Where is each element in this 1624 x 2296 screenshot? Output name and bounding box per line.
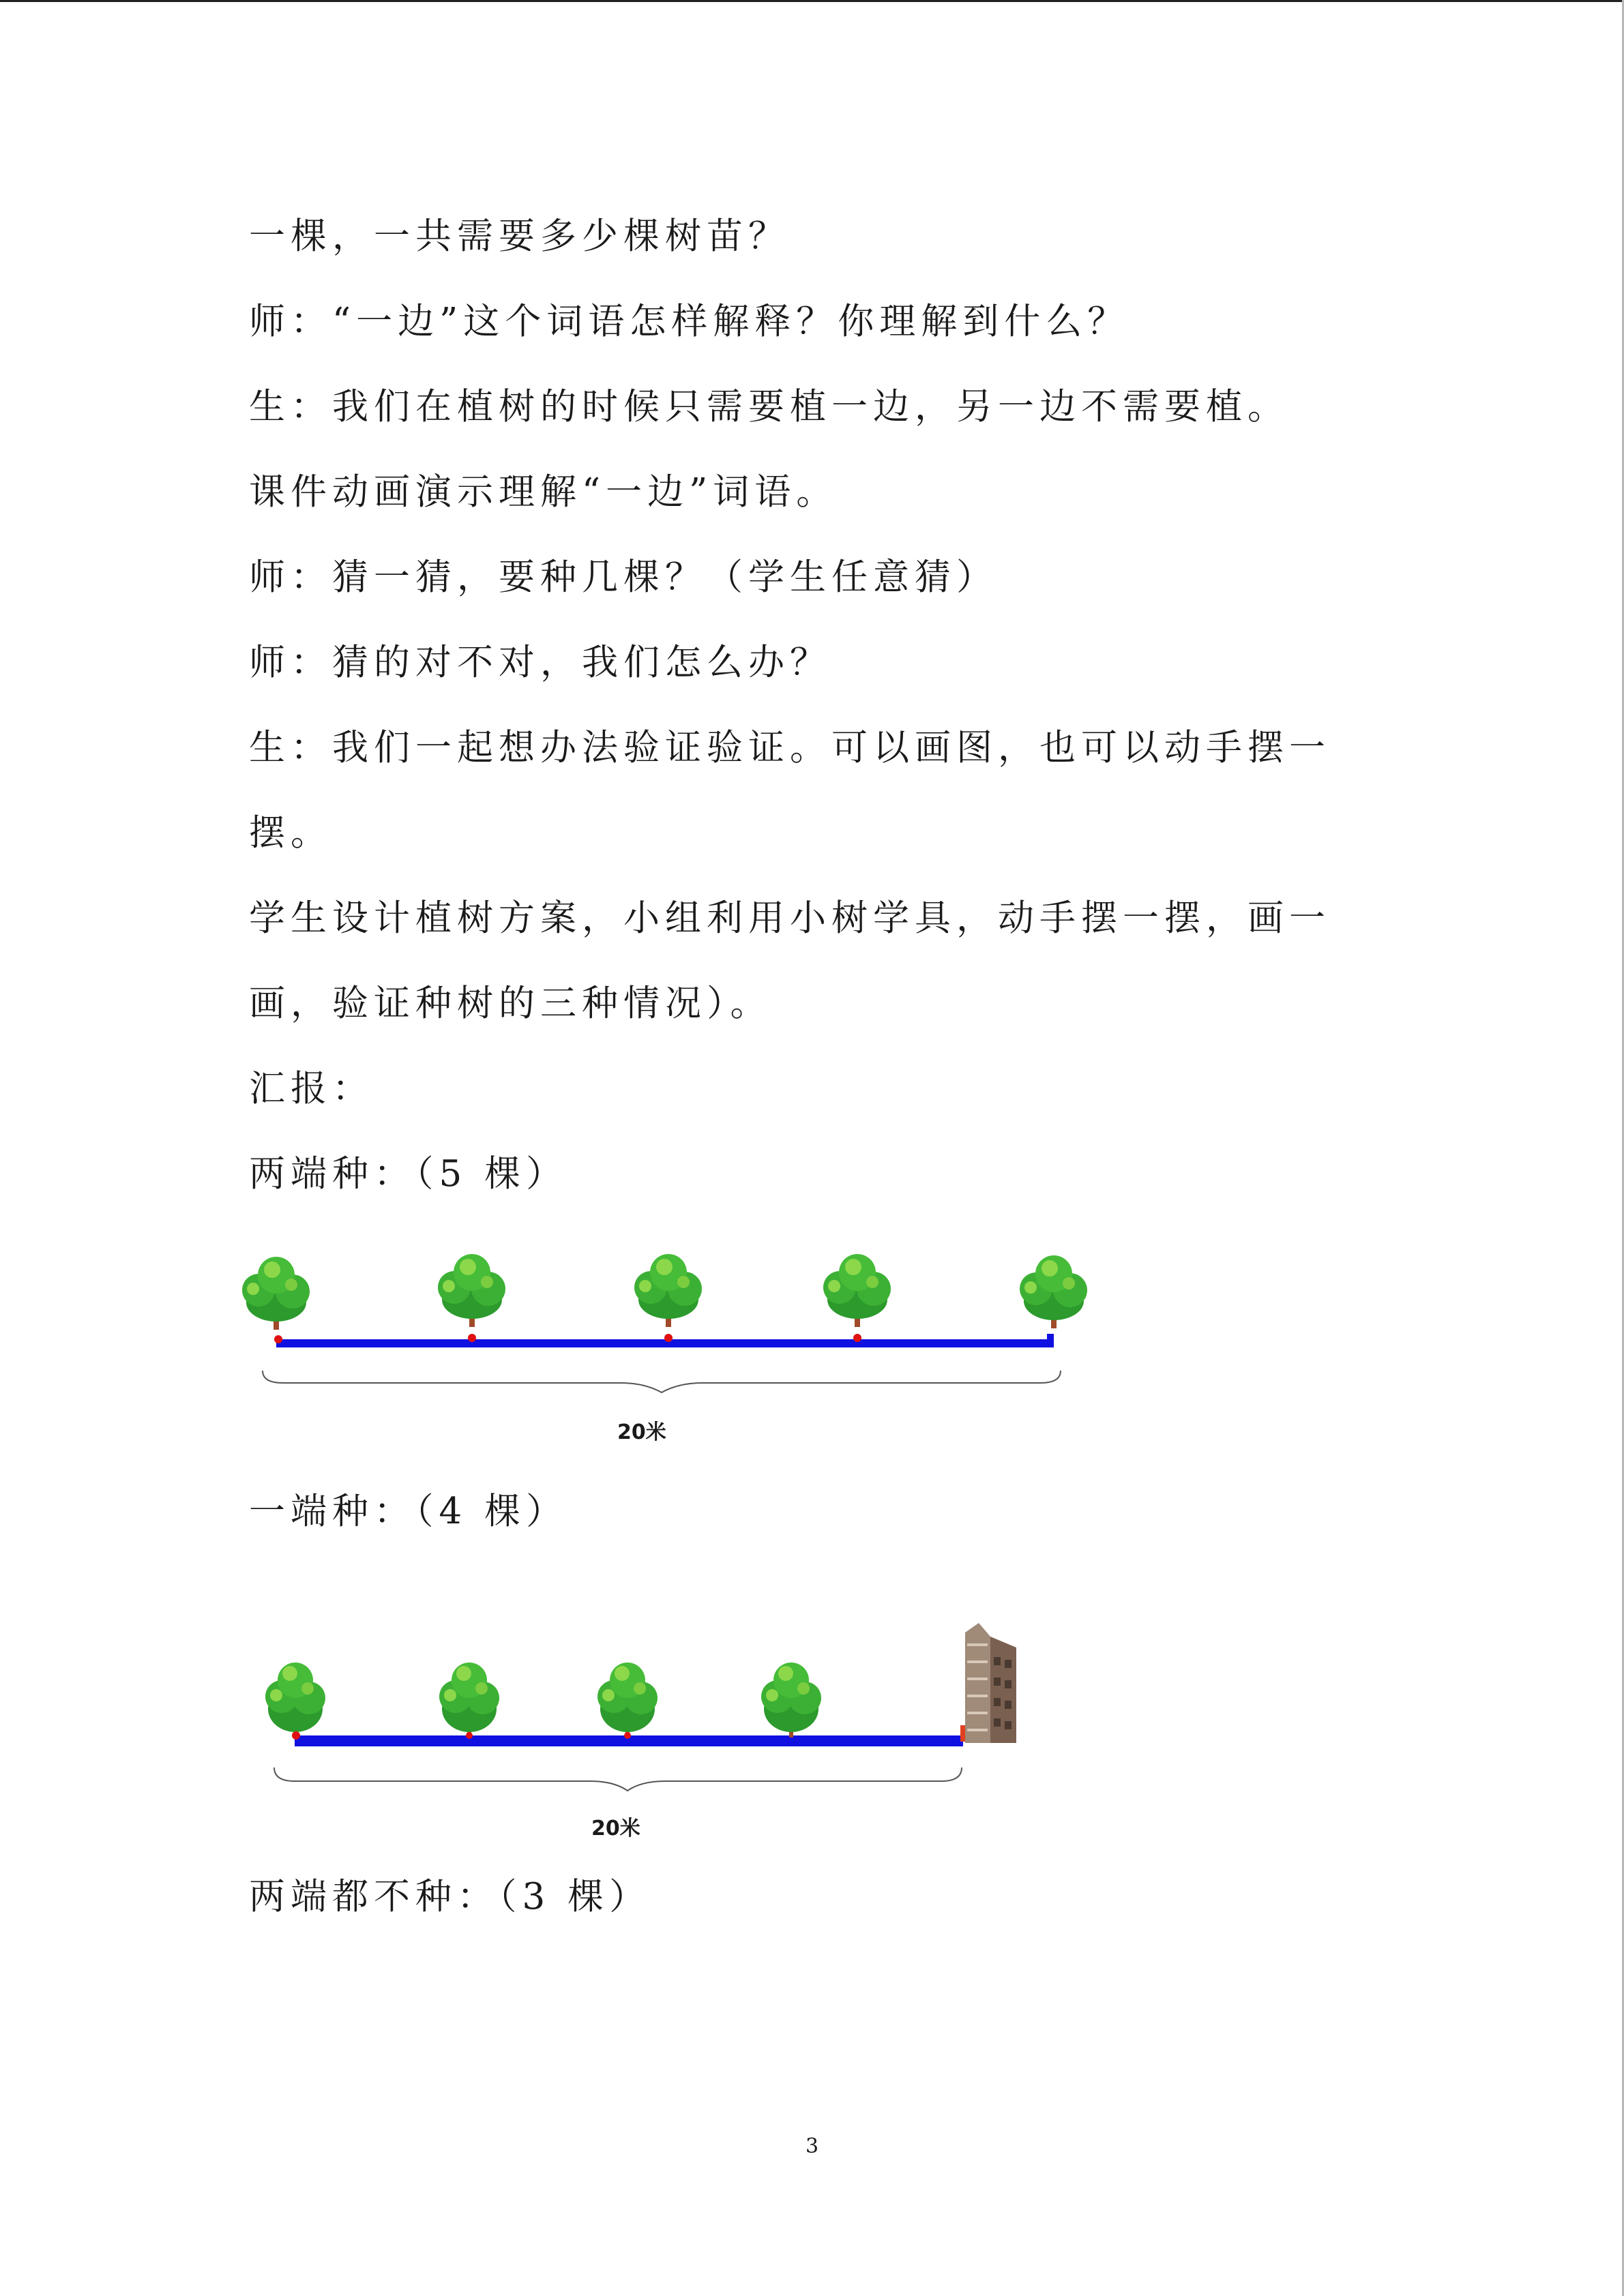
distance-label: 20米	[617, 1420, 666, 1444]
road-line	[276, 1339, 1054, 1347]
paragraph-line-11: 汇报：	[249, 1068, 374, 1109]
paragraph-line-7: 生：我们一起想办法验证验证。可以画图，也可以动手摆一	[249, 727, 1331, 769]
diagram-both-ends	[232, 1248, 1105, 1452]
marker-dot	[468, 1334, 476, 1342]
paragraph-line-2: 师：“一边”这个词语怎样解释？你理解到什么？	[249, 301, 1130, 342]
heading-one-end: 一端种：（4 棵）	[249, 1491, 568, 1532]
distance-brace	[274, 1768, 962, 1791]
diagram-one-end	[232, 1623, 1037, 1848]
tree-icon	[1020, 1255, 1087, 1328]
paragraph-line-3: 生：我们在植树的时候只需要植一边，另一边不需要植。	[249, 386, 1289, 428]
marker-dot	[664, 1334, 673, 1342]
heading-no-end: 两端都不种：（3 棵）	[249, 1876, 651, 1918]
heading-both-ends: 两端种：（5 棵）	[249, 1153, 568, 1195]
paragraph-line-4: 课件动画演示理解“一边”词语。	[249, 471, 838, 513]
tree-icon	[823, 1254, 891, 1327]
paragraph-line-8: 摆。	[249, 812, 332, 854]
paragraph-line-10: 画，验证种树的三种情况）。	[249, 983, 772, 1024]
distance-brace	[263, 1371, 1061, 1392]
tree-icon	[761, 1663, 821, 1738]
diagram-both-ends-svg	[232, 1248, 1105, 1452]
paragraph-line-5: 师：猜一猜，要种几棵？（学生任意猜）	[249, 556, 998, 598]
tree-icon	[242, 1257, 310, 1330]
road-end-cap	[1047, 1334, 1054, 1345]
marker-dot	[274, 1335, 282, 1343]
tree-icon	[597, 1663, 658, 1738]
paragraph-line-9: 学生设计植树方案，小组利用小树学具，动手摆一摆，画一	[249, 897, 1331, 939]
tree-icon	[265, 1663, 325, 1738]
tree-icon	[438, 1254, 505, 1327]
marker-dot	[624, 1732, 631, 1739]
tree-icon	[439, 1663, 499, 1738]
paragraph-line-1: 一棵，一共需要多少棵树苗？	[249, 215, 790, 257]
marker-dot	[853, 1334, 861, 1342]
paragraph-line-6: 师：猜的对不对，我们怎么办？	[249, 642, 831, 683]
page-number: 3	[805, 2134, 819, 2158]
tree-icon	[634, 1254, 702, 1327]
marker-dot	[292, 1731, 300, 1740]
building-icon	[965, 1623, 1016, 1743]
page-top-border	[0, 0, 1624, 2]
marker-dot	[466, 1732, 473, 1739]
distance-label: 20米	[591, 1817, 640, 1840]
